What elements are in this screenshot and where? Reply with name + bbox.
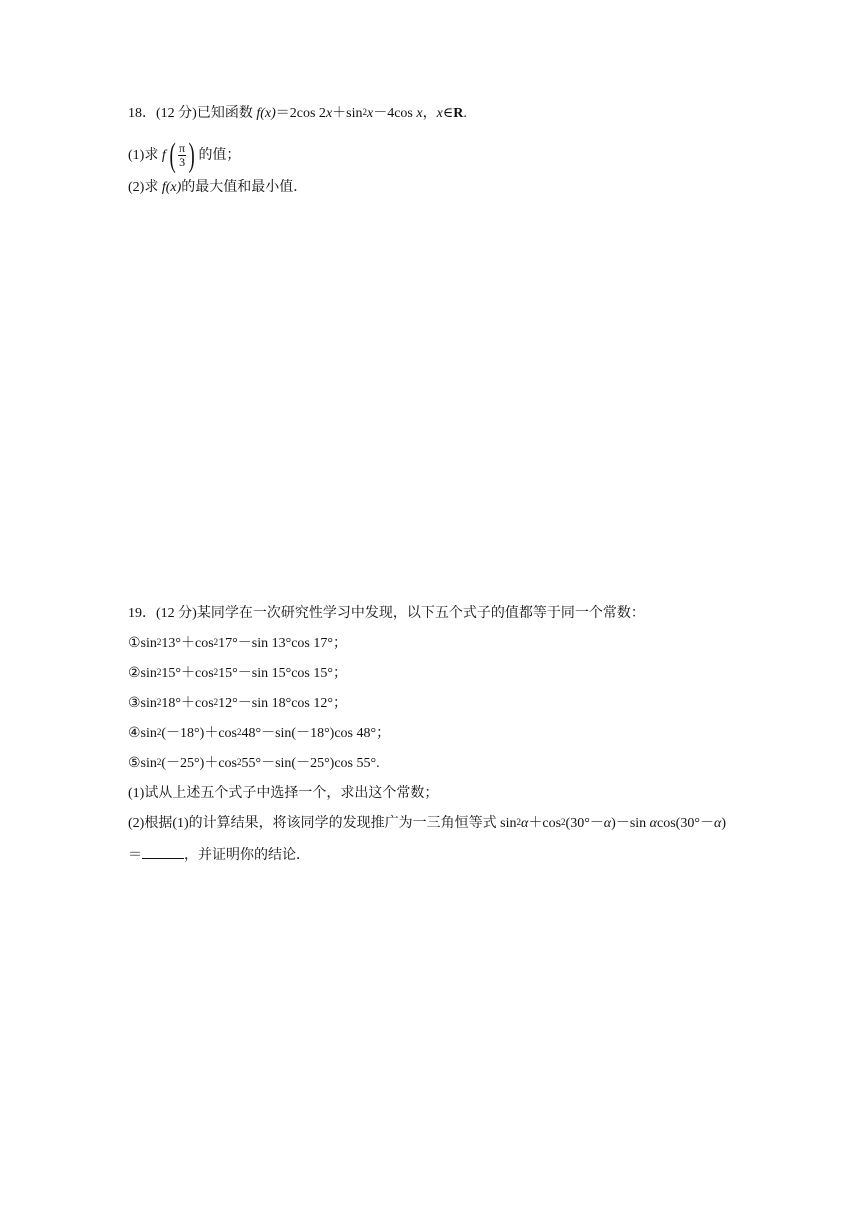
q19-p2-text: ＋cos bbox=[528, 816, 562, 831]
square-superscript: 2 bbox=[156, 727, 162, 737]
expr-text: ③sin bbox=[128, 696, 157, 711]
expr-text: 17°－sin 13°cos 17°； bbox=[218, 636, 347, 651]
alpha-var: α bbox=[649, 816, 658, 831]
expr-text: (－18°)＋cos bbox=[161, 726, 237, 741]
q18-score: (12 分) bbox=[156, 106, 197, 121]
answer-blank bbox=[142, 844, 184, 859]
expr-text: ②sin bbox=[128, 666, 157, 681]
q18-p1-f: f bbox=[161, 148, 166, 164]
q19-intro: 19．(12 分)某同学在一次研究性学习中发现，以下五个式子的值都等于同一个常数： bbox=[128, 606, 645, 621]
square-superscript: 2 bbox=[156, 667, 162, 677]
square-superscript: 2 bbox=[156, 757, 162, 767]
expr-text: (－25°)＋cos bbox=[161, 756, 237, 771]
q19-p2-tail: ，并证明你的结论． bbox=[184, 848, 310, 863]
q18-eq: ＝2cos 2 bbox=[275, 106, 326, 121]
fraction bbox=[178, 142, 186, 169]
expr-text: 15°＋cos bbox=[161, 666, 214, 681]
q18-stem bbox=[128, 104, 467, 124]
q19-p2-text: ) bbox=[721, 816, 726, 831]
q18-p1-suffix: 的值； bbox=[198, 148, 241, 164]
fraction-denominator: 3 bbox=[179, 155, 186, 170]
q18-part1 bbox=[128, 136, 241, 174]
q18-p1-fraction bbox=[167, 136, 198, 174]
q18-f: f bbox=[256, 106, 261, 121]
square-superscript: 2 bbox=[516, 817, 521, 827]
q19-expr-3 bbox=[128, 694, 347, 714]
q18-cos: －4cos bbox=[373, 106, 417, 121]
q19-expr-4 bbox=[128, 724, 390, 744]
expr-text: 55°－sin(－25°)cos 55°. bbox=[241, 756, 380, 771]
expr-text: ⑤sin bbox=[128, 756, 157, 771]
q18-sq: 2 bbox=[362, 107, 367, 117]
expr-text: 18°＋cos bbox=[161, 696, 214, 711]
q19-expr-5 bbox=[128, 754, 380, 774]
q18-var: x bbox=[367, 106, 374, 121]
expr-text: 13°＋cos bbox=[161, 636, 214, 651]
q18-p1-prefix: (1)求 bbox=[128, 148, 162, 164]
q19-part2 bbox=[128, 814, 726, 834]
q19-p2-text: cos(30°－ bbox=[657, 816, 714, 831]
q19-p2-text: )－sin bbox=[611, 816, 650, 831]
q18-part2 bbox=[128, 178, 307, 198]
alpha-var: α bbox=[521, 816, 529, 831]
q18-period: . bbox=[463, 106, 467, 121]
q19-part2-cont bbox=[128, 844, 310, 866]
alpha-var: α bbox=[713, 816, 722, 831]
square-superscript: 2 bbox=[156, 697, 162, 707]
square-superscript: 2 bbox=[156, 637, 162, 647]
q18-p2-f: f bbox=[161, 180, 166, 195]
expr-text: 15°－sin 15°cos 15°； bbox=[218, 666, 347, 681]
q18-p2-suffix: 的最大值和最小值． bbox=[181, 180, 308, 195]
q19-p2-text: (30°－ bbox=[565, 816, 604, 831]
square-superscript: 2 bbox=[213, 667, 219, 677]
right-paren: ) bbox=[188, 136, 195, 174]
q18-comma: ， bbox=[422, 106, 437, 121]
q19-expr-2 bbox=[128, 664, 347, 684]
square-superscript: 2 bbox=[213, 637, 219, 647]
q19-part1: (1)试从上述五个式子中选择一个，求出这个常数； bbox=[128, 786, 439, 801]
q18-var: x bbox=[325, 106, 333, 121]
q18-var: x bbox=[436, 106, 443, 121]
alpha-var: α bbox=[603, 816, 612, 831]
q19-p2-text: (2)根据(1)的计算结果，将该同学的发现推广为一三角恒等式 sin bbox=[128, 816, 517, 831]
q18-in: ∈ bbox=[442, 106, 454, 121]
expr-text: 12°－sin 18°cos 12°； bbox=[218, 696, 347, 711]
square-superscript: 2 bbox=[236, 757, 242, 767]
equals-sign: ＝ bbox=[128, 848, 142, 863]
square-superscript: 2 bbox=[561, 817, 566, 827]
expr-text: ④sin bbox=[128, 726, 157, 741]
q18-fx-arg: (x) bbox=[260, 106, 276, 121]
square-superscript: 2 bbox=[236, 727, 242, 737]
q18-reals: R bbox=[453, 106, 464, 121]
q18-number: 18． bbox=[128, 106, 156, 121]
left-paren: ( bbox=[169, 136, 176, 174]
q19-expr-1 bbox=[128, 634, 347, 654]
fraction-numerator: π bbox=[179, 141, 186, 156]
q18-p2-prefix: (2)求 bbox=[128, 180, 162, 195]
q18-p2-arg: (x) bbox=[165, 180, 182, 195]
expr-text: 48°－sin(－18°)cos 48°； bbox=[241, 726, 391, 741]
square-superscript: 2 bbox=[213, 697, 219, 707]
expr-text: ①sin bbox=[128, 636, 157, 651]
q18-stem-text: 已知函数 bbox=[196, 106, 257, 121]
q18-sin: ＋sin bbox=[332, 106, 363, 121]
q18-var: x bbox=[416, 106, 423, 121]
